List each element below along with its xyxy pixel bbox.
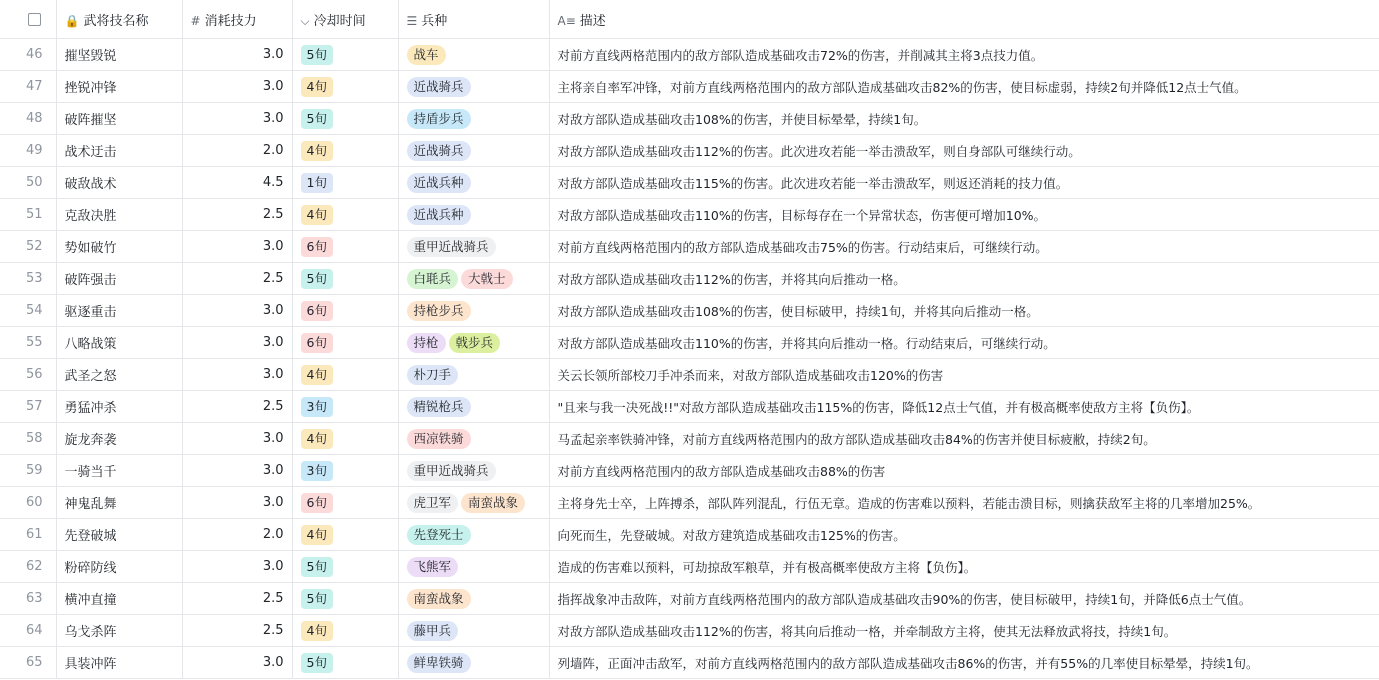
cost-cell[interactable]: 3.0 xyxy=(182,231,292,263)
row-number: 56 xyxy=(0,359,56,391)
table-row[interactable] xyxy=(0,423,1379,455)
skill-name-cell[interactable]: 粉碎防线 xyxy=(56,551,182,583)
description-cell[interactable]: 马孟起亲率铁骑冲锋，对前方直线两格范围内的敌方部队造成基础攻击84%的伤害并使目标疲敝，持续2旬。 xyxy=(549,423,1379,455)
troop-cell[interactable] xyxy=(398,327,549,359)
troop-tag: 持枪步兵 xyxy=(407,301,471,321)
cooldown-tag: 5旬 xyxy=(301,557,333,577)
skill-name-cell[interactable]: 具装冲阵 xyxy=(56,647,182,679)
table-body xyxy=(0,39,1379,679)
skill-name-cell[interactable]: 乌戈杀阵 xyxy=(56,615,182,647)
description-cell[interactable]: 对敌方部队造成基础攻击110%的伤害，目标每存在一个异常状态，伤害便可增加10%。 xyxy=(549,199,1379,231)
cost-cell[interactable]: 3.0 xyxy=(182,327,292,359)
cooldown-tag: 5旬 xyxy=(301,589,333,609)
skill-name-cell[interactable]: 破阵摧坚 xyxy=(56,103,182,135)
cooldown-tag: 4旬 xyxy=(301,205,333,225)
cooldown-cell[interactable] xyxy=(292,39,398,71)
cost-cell[interactable]: 3.0 xyxy=(182,487,292,519)
description-cell[interactable]: 对前方直线两格范围内的敌方部队造成基础攻击88%的伤害 xyxy=(549,455,1379,487)
troop-tag: 大戟士 xyxy=(461,269,513,289)
cooldown-cell[interactable] xyxy=(292,487,398,519)
column-header-desc[interactable]: A≡ 描述 xyxy=(549,0,1379,39)
troop-tag: 先登死士 xyxy=(407,525,471,545)
row-number: 52 xyxy=(0,231,56,263)
troop-tag: 近战兵种 xyxy=(407,205,471,225)
troop-cell[interactable] xyxy=(398,199,549,231)
troop-cell[interactable] xyxy=(398,71,549,103)
cost-cell[interactable]: 2.0 xyxy=(182,519,292,551)
header-row xyxy=(0,0,1379,39)
cooldown-tag: 3旬 xyxy=(301,461,333,481)
number-field-icon: # xyxy=(190,14,201,28)
row-number: 50 xyxy=(0,167,56,199)
row-number: 49 xyxy=(0,135,56,167)
cost-cell[interactable]: 2.5 xyxy=(182,583,292,615)
troop-cell[interactable] xyxy=(398,135,549,167)
troop-tag: 朴刀手 xyxy=(407,365,459,385)
cost-cell[interactable]: 4.5 xyxy=(182,167,292,199)
cooldown-cell[interactable] xyxy=(292,359,398,391)
table-row[interactable] xyxy=(0,647,1379,679)
skill-name-cell[interactable]: 一骑当千 xyxy=(56,455,182,487)
row-number: 54 xyxy=(0,295,56,327)
cost-cell[interactable]: 2.5 xyxy=(182,263,292,295)
cooldown-cell[interactable] xyxy=(292,583,398,615)
cooldown-tag: 4旬 xyxy=(301,621,333,641)
table-row[interactable] xyxy=(0,615,1379,647)
description-cell[interactable]: 主将亲自率军冲锋，对前方直线两格范围内的敌方部队造成基础攻击82%的伤害，使目标虚弱，持续2旬并降低12点士气值。 xyxy=(549,71,1379,103)
troop-tag: 西凉铁骑 xyxy=(407,429,471,449)
cost-cell[interactable]: 3.0 xyxy=(182,39,292,71)
text-field-icon: A≡ xyxy=(557,14,576,28)
cooldown-tag: 6旬 xyxy=(301,237,333,257)
cooldown-tag: 4旬 xyxy=(301,429,333,449)
skill-name-cell[interactable]: 驱逐重击 xyxy=(56,295,182,327)
cost-cell[interactable]: 2.5 xyxy=(182,391,292,423)
select-all-checkbox[interactable] xyxy=(28,13,41,26)
description-cell[interactable]: 对敌方部队造成基础攻击112%的伤害，将其向后推动一格，并牵制敌方主将，使其无法释放武将技，持续1旬。 xyxy=(549,615,1379,647)
troop-tag: 持枪 xyxy=(407,333,446,353)
troop-tag: 重甲近战骑兵 xyxy=(407,461,496,481)
table-row[interactable] xyxy=(0,167,1379,199)
select-all-header xyxy=(0,0,56,39)
multi-select-icon: ☰ xyxy=(406,14,418,28)
cost-cell[interactable]: 3.0 xyxy=(182,647,292,679)
single-select-icon: ⌵ xyxy=(300,13,310,28)
cooldown-tag: 5旬 xyxy=(301,653,333,673)
cooldown-tag: 4旬 xyxy=(301,77,333,97)
troop-tag: 重甲近战骑兵 xyxy=(407,237,496,257)
troop-tag: 南蛮战象 xyxy=(461,493,525,513)
skill-name-cell[interactable]: 摧坚毁锐 xyxy=(56,39,182,71)
row-number: 63 xyxy=(0,583,56,615)
cooldown-cell[interactable] xyxy=(292,455,398,487)
table-row[interactable] xyxy=(0,359,1379,391)
skill-name-cell[interactable]: 破阵强击 xyxy=(56,263,182,295)
cooldown-cell[interactable] xyxy=(292,519,398,551)
table-row[interactable] xyxy=(0,391,1379,423)
cooldown-cell[interactable] xyxy=(292,199,398,231)
row-number: 62 xyxy=(0,551,56,583)
cooldown-cell[interactable] xyxy=(292,647,398,679)
troop-cell[interactable] xyxy=(398,391,549,423)
lock-icon: 🔒 xyxy=(64,14,80,28)
cost-cell[interactable]: 3.0 xyxy=(182,103,292,135)
troop-cell[interactable] xyxy=(398,551,549,583)
table-row[interactable] xyxy=(0,455,1379,487)
cooldown-cell[interactable] xyxy=(292,423,398,455)
skill-name-cell[interactable]: 勇猛冲杀 xyxy=(56,391,182,423)
troop-cell[interactable] xyxy=(398,647,549,679)
row-number: 64 xyxy=(0,615,56,647)
troop-tag: 南蛮战象 xyxy=(407,589,471,609)
description-cell[interactable]: 对敌方部队造成基础攻击108%的伤害，并使目标晕晕，持续1旬。 xyxy=(549,103,1379,135)
troop-tag: 飞熊军 xyxy=(407,557,459,577)
skill-name-cell[interactable]: 战术迂击 xyxy=(56,135,182,167)
description-cell[interactable]: 列墙阵，正面冲击敌军，对前方直线两格范围内的敌方部队造成基础攻击86%的伤害，并有55%的几率使目标晕晕，持续1旬。 xyxy=(549,647,1379,679)
cost-cell[interactable]: 3.0 xyxy=(182,359,292,391)
cost-cell[interactable]: 3.0 xyxy=(182,551,292,583)
row-number: 47 xyxy=(0,71,56,103)
cooldown-cell[interactable] xyxy=(292,295,398,327)
cooldown-tag: 3旬 xyxy=(301,397,333,417)
troop-tag: 持盾步兵 xyxy=(407,109,471,129)
description-cell[interactable]: 对敌方部队造成基础攻击115%的伤害。此次进攻若能一举击溃敌军，则返还消耗的技力值。 xyxy=(549,167,1379,199)
cost-cell[interactable]: 3.0 xyxy=(182,71,292,103)
troop-tag: 近战骑兵 xyxy=(407,141,471,161)
column-header-troop[interactable]: ☰ 兵种 xyxy=(398,0,549,39)
row-number: 46 xyxy=(0,39,56,71)
skill-name-cell[interactable]: 神鬼乱舞 xyxy=(56,487,182,519)
skill-name-cell[interactable]: 武圣之怒 xyxy=(56,359,182,391)
troop-tag: 近战兵种 xyxy=(407,173,471,193)
row-number: 59 xyxy=(0,455,56,487)
table-row[interactable] xyxy=(0,199,1379,231)
skill-name-cell[interactable]: 先登破城 xyxy=(56,519,182,551)
description-cell[interactable]: 对敌方部队造成基础攻击112%的伤害。此次进攻若能一举击溃敌军，则自身部队可继续行动。 xyxy=(549,135,1379,167)
row-number: 51 xyxy=(0,199,56,231)
cooldown-tag: 5旬 xyxy=(301,45,333,65)
troop-cell[interactable] xyxy=(398,359,549,391)
troop-cell[interactable] xyxy=(398,295,549,327)
troop-tag: 战车 xyxy=(407,45,446,65)
cooldown-cell[interactable] xyxy=(292,615,398,647)
troop-tag: 精锐枪兵 xyxy=(407,397,471,417)
cost-cell[interactable]: 2.5 xyxy=(182,615,292,647)
description-cell[interactable]: 主将身先士卒，上阵搏杀，部队阵列混乱，行伍无章。造成的伤害难以预料，若能击溃目标，则擒获敌军主将的几率增加25%。 xyxy=(549,487,1379,519)
troop-tag: 白毦兵 xyxy=(407,269,459,289)
table-row[interactable] xyxy=(0,519,1379,551)
troop-cell[interactable] xyxy=(398,487,549,519)
troop-cell[interactable] xyxy=(398,39,549,71)
description-cell[interactable]: 对敌方部队造成基础攻击108%的伤害，使目标破甲，持续1旬，并将其向后推动一格。 xyxy=(549,295,1379,327)
cooldown-tag: 6旬 xyxy=(301,301,333,321)
table-row[interactable] xyxy=(0,487,1379,519)
troop-cell[interactable] xyxy=(398,167,549,199)
row-number: 65 xyxy=(0,647,56,679)
cost-cell[interactable]: 2.5 xyxy=(182,199,292,231)
skill-name-cell[interactable]: 横冲直撞 xyxy=(56,583,182,615)
table-row[interactable] xyxy=(0,71,1379,103)
table-row[interactable] xyxy=(0,583,1379,615)
table-row[interactable] xyxy=(0,39,1379,71)
cooldown-cell[interactable] xyxy=(292,167,398,199)
troop-cell[interactable] xyxy=(398,231,549,263)
description-cell[interactable]: 指挥战象冲击敌阵，对前方直线两格范围内的敌方部队造成基础攻击90%的伤害，使目标破甲，持续1旬，并降低6点士气值。 xyxy=(549,583,1379,615)
skill-name-cell[interactable]: 旋龙奔袭 xyxy=(56,423,182,455)
row-number: 53 xyxy=(0,263,56,295)
skill-name-cell[interactable]: 势如破竹 xyxy=(56,231,182,263)
table-row[interactable] xyxy=(0,135,1379,167)
table-row[interactable] xyxy=(0,295,1379,327)
skill-name-cell[interactable]: 挫锐冲锋 xyxy=(56,71,182,103)
row-number: 55 xyxy=(0,327,56,359)
description-cell[interactable]: "且来与我一决死战!!"对敌方部队造成基础攻击115%的伤害，降低12点士气值，并有极高概率使敌方主将【负伤】。 xyxy=(549,391,1379,423)
troop-tag: 虎卫军 xyxy=(407,493,459,513)
table-row[interactable] xyxy=(0,103,1379,135)
cooldown-tag: 6旬 xyxy=(301,493,333,513)
cooldown-cell[interactable] xyxy=(292,135,398,167)
table-row[interactable] xyxy=(0,551,1379,583)
troop-cell[interactable] xyxy=(398,583,549,615)
cooldown-cell[interactable] xyxy=(292,327,398,359)
row-number: 57 xyxy=(0,391,56,423)
skill-name-cell[interactable]: 破敌战术 xyxy=(56,167,182,199)
cooldown-tag: 4旬 xyxy=(301,525,333,545)
troop-tag: 近战骑兵 xyxy=(407,77,471,97)
row-number: 60 xyxy=(0,487,56,519)
description-cell[interactable]: 关云长领所部校刀手冲杀而来，对敌方部队造成基础攻击120%的伤害 xyxy=(549,359,1379,391)
table-row[interactable] xyxy=(0,231,1379,263)
cost-cell[interactable]: 3.0 xyxy=(182,423,292,455)
troop-tag: 戟步兵 xyxy=(449,333,501,353)
cost-cell[interactable]: 3.0 xyxy=(182,455,292,487)
troop-cell[interactable] xyxy=(398,103,549,135)
troop-tag: 鲜卑铁骑 xyxy=(407,653,471,673)
cooldown-tag: 5旬 xyxy=(301,109,333,129)
troop-cell[interactable] xyxy=(398,455,549,487)
table-row[interactable] xyxy=(0,263,1379,295)
description-cell[interactable]: 对敌方部队造成基础攻击110%的伤害，并将其向后推动一格。行动结束后，可继续行动。 xyxy=(549,327,1379,359)
skill-name-cell[interactable]: 八略战策 xyxy=(56,327,182,359)
cooldown-tag: 6旬 xyxy=(301,333,333,353)
troop-cell[interactable] xyxy=(398,615,549,647)
row-number: 61 xyxy=(0,519,56,551)
description-cell[interactable]: 造成的伤害难以预料，可劫掠敌军粮草，并有极高概率使敌方主将【负伤】。 xyxy=(549,551,1379,583)
cooldown-cell[interactable] xyxy=(292,263,398,295)
description-cell[interactable]: 对前方直线两格范围内的敌方部队造成基础攻击75%的伤害。行动结束后，可继续行动。 xyxy=(549,231,1379,263)
description-cell[interactable]: 向死而生，先登破城。对敌方建筑造成基础攻击125%的伤害。 xyxy=(549,519,1379,551)
skill-name-cell[interactable]: 克敌决胜 xyxy=(56,199,182,231)
column-header-name[interactable]: 🔒 武将技名称 xyxy=(56,0,182,39)
cost-cell[interactable]: 3.0 xyxy=(182,295,292,327)
row-number: 58 xyxy=(0,423,56,455)
cooldown-cell[interactable] xyxy=(292,71,398,103)
troop-cell[interactable] xyxy=(398,263,549,295)
column-header-cost[interactable]: # 消耗技力 xyxy=(182,0,292,39)
troop-cell[interactable] xyxy=(398,423,549,455)
cooldown-cell[interactable] xyxy=(292,103,398,135)
row-number: 48 xyxy=(0,103,56,135)
cooldown-cell[interactable] xyxy=(292,391,398,423)
cooldown-cell[interactable] xyxy=(292,231,398,263)
cooldown-tag: 4旬 xyxy=(301,141,333,161)
description-cell[interactable]: 对敌方部队造成基础攻击112%的伤害，并将其向后推动一格。 xyxy=(549,263,1379,295)
cooldown-tag: 5旬 xyxy=(301,269,333,289)
troop-tag: 藤甲兵 xyxy=(407,621,459,641)
cooldown-tag: 4旬 xyxy=(301,365,333,385)
cost-cell[interactable]: 2.0 xyxy=(182,135,292,167)
cooldown-tag: 1旬 xyxy=(301,173,333,193)
description-cell[interactable]: 对前方直线两格范围内的敌方部队造成基础攻击72%的伤害，并削减其主将3点技力值。 xyxy=(549,39,1379,71)
cooldown-cell[interactable] xyxy=(292,551,398,583)
column-header-cooldown[interactable]: ⌵ 冷却时间 xyxy=(292,0,398,39)
troop-cell[interactable] xyxy=(398,519,549,551)
table-row[interactable] xyxy=(0,327,1379,359)
